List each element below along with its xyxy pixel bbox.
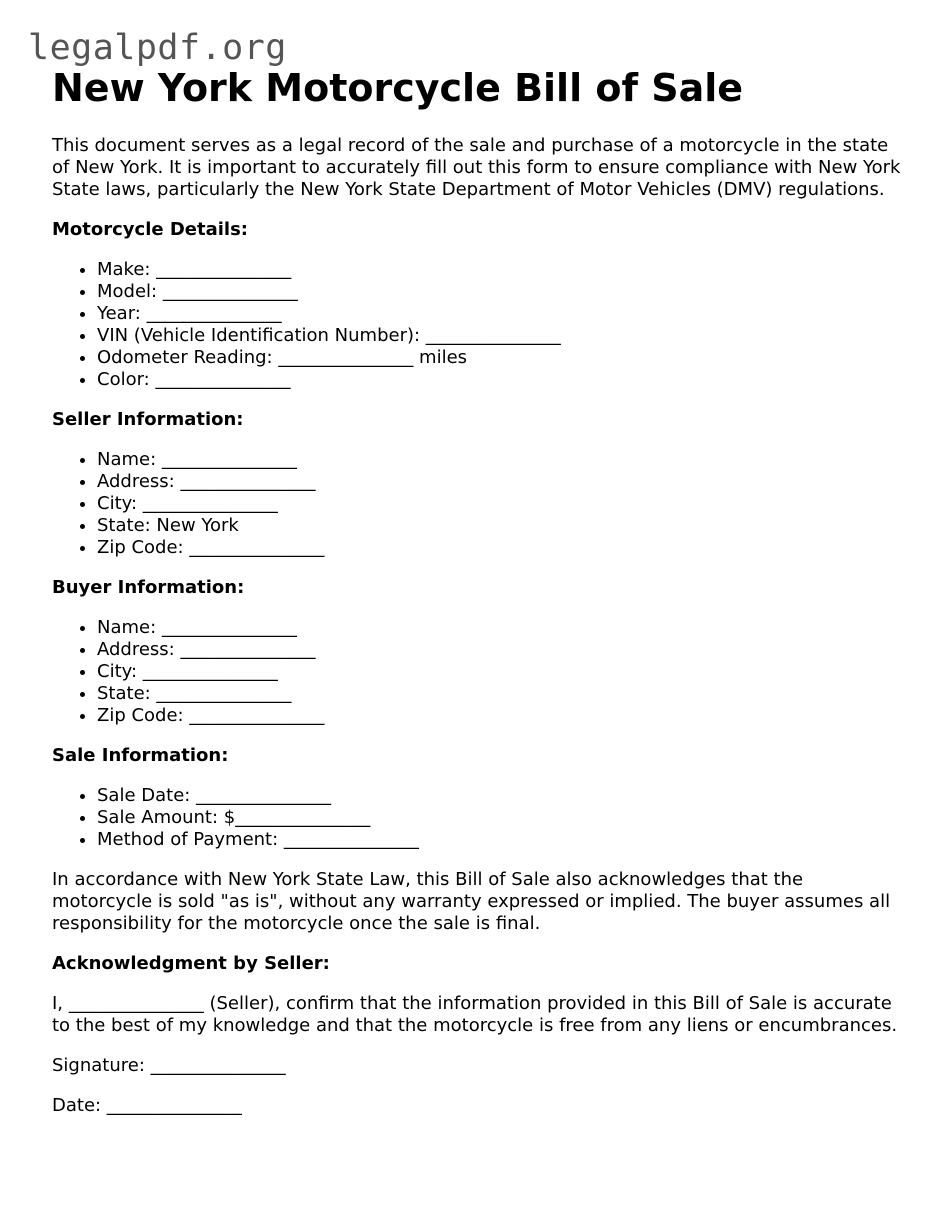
payment-method-field: • Method of Payment: _______________ <box>97 829 902 851</box>
model-field: • Model: _______________ <box>97 281 902 303</box>
odometer-field: • Odometer Reading: _______________ miles <box>97 347 902 369</box>
seller-information-list <box>52 449 902 559</box>
buyer-zip-field: • Zip Code: _______________ <box>97 705 902 727</box>
sale-information-list <box>52 785 902 851</box>
date-field: Date: _______________ <box>52 1095 242 1116</box>
seller-information-heading: Seller Information: <box>52 409 244 430</box>
document-body <box>52 64 902 1117</box>
seller-address-field: • Address: _______________ <box>97 471 902 493</box>
motorcycle-details-list <box>52 259 902 391</box>
acknowledgment-heading: Acknowledgment by Seller: <box>52 953 330 974</box>
seller-zip-field: • Zip Code: _______________ <box>97 537 902 559</box>
buyer-state-field: • State: _______________ <box>97 683 902 705</box>
as-is-paragraph: In accordance with New York State Law, this Bill of Sale also acknowledges that the motorcycle is sold "as is", without any warranty expressed or implied. The buyer assumes all responsibility for the motorcycle once the sale is final. <box>52 869 891 934</box>
watermark: legalpdf.org <box>28 28 287 68</box>
year-field: • Year: _______________ <box>97 303 902 325</box>
intro-paragraph: This document serves as a legal record of the sale and purchase of a motorcycle in the state of New York. It is important to accurately fill out this form to ensure compliance with New York State laws, particularly the New York State Department of Motor Vehicles (DMV) regulations. <box>52 135 901 200</box>
sale-amount-field: • Sale Amount: $_______________ <box>97 807 902 829</box>
acknowledgment-statement: I, _______________ (Seller), confirm that the information provided in this Bill of Sale is accurate to the best of my knowledge and that the motorcycle is free from any liens or encumbrances. <box>52 993 898 1036</box>
sale-date-field: • Sale Date: _______________ <box>97 785 902 807</box>
signature-field: Signature: _______________ <box>52 1055 286 1076</box>
buyer-name-field: • Name: _______________ <box>97 617 902 639</box>
page-title: New York Motorcycle Bill of Sale <box>52 66 744 110</box>
make-field: • Make: _______________ <box>97 259 902 281</box>
color-field: • Color: _______________ <box>97 369 902 391</box>
sale-information-heading: Sale Information: <box>52 745 229 766</box>
seller-name-field: • Name: _______________ <box>97 449 902 471</box>
motorcycle-details-heading: Motorcycle Details: <box>52 219 248 240</box>
seller-state-field: • State: New York <box>97 515 902 537</box>
vin-field: • VIN (Vehicle Identification Number): _______________ <box>97 325 902 347</box>
buyer-city-field: • City: _______________ <box>97 661 902 683</box>
buyer-information-heading: Buyer Information: <box>52 577 245 598</box>
seller-city-field: • City: _______________ <box>97 493 902 515</box>
buyer-information-list <box>52 617 902 727</box>
buyer-address-field: • Address: _______________ <box>97 639 902 661</box>
